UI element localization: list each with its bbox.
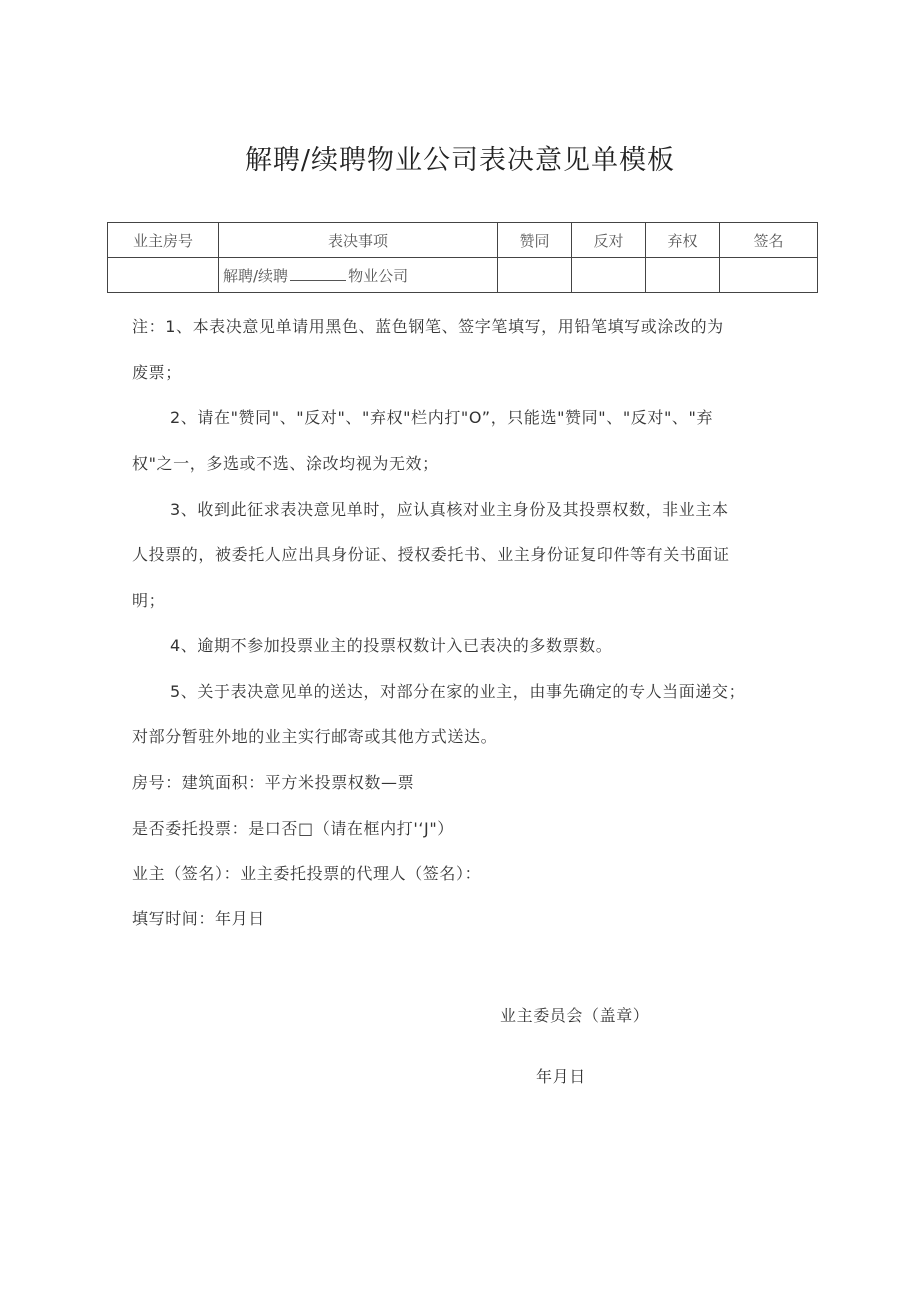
- room-area-field: 房号：建筑面积：平方米投票权数—票: [132, 773, 415, 792]
- vote-table: [107, 222, 818, 293]
- note-3-line-3: 明；: [132, 591, 166, 610]
- header-matter: 表决事项: [219, 223, 498, 258]
- footer-date: 年月日: [536, 1067, 586, 1086]
- company-name-blank[interactable]: [290, 266, 346, 281]
- note-2-line-2: 权"之一，多选或不选、涂改均视为无效；: [132, 454, 439, 473]
- fill-time-field: 填写时间：年月日: [132, 909, 265, 928]
- matter-cell: [219, 258, 498, 293]
- header-signature: 签名: [720, 223, 818, 258]
- oppose-cell[interactable]: [572, 258, 646, 293]
- note-5-line-1: 5、关于表决意见单的送达，对部分在家的业主，由事先确定的专人当面递交；: [170, 682, 746, 701]
- matter-suffix: 物业公司: [348, 266, 409, 285]
- agree-cell[interactable]: [498, 258, 572, 293]
- note-4: 4、逾期不参加投票业主的投票权数计入已表决的多数票数。: [170, 636, 613, 655]
- document-title: 解聘/续聘物业公司表决意见单模板: [244, 145, 676, 176]
- note-5-line-2: 对部分暂驻外地的业主实行邮寄或其他方式送达。: [132, 727, 498, 746]
- header-abstain: 弃权: [646, 223, 720, 258]
- header-agree: 赞同: [498, 223, 572, 258]
- note-1-line-1: 注：1、本表决意见单请用黑色、蓝色钢笔、签字笔填写，用铅笔填写或涂改的为: [132, 317, 724, 336]
- matter-prefix: 解聘/续聘: [223, 266, 289, 285]
- room-number-cell[interactable]: [108, 258, 219, 293]
- table-row: [108, 258, 818, 293]
- header-room-number: 业主房号: [108, 223, 219, 258]
- note-1-line-2: 废票；: [132, 363, 182, 382]
- note-2-line-1: 2、请在"赞同"、"反对"、"弃权"栏内打"O”，只能选"赞同"、"反对"、"弃: [170, 408, 714, 427]
- owner-signature-field: 业主（签名）：业主委托投票的代理人（签名）：: [132, 864, 482, 883]
- signature-cell[interactable]: [720, 258, 818, 293]
- proxy-vote-field: 是否委托投票：是口否□（请在框内打'‘J"）: [132, 819, 454, 838]
- committee-seal: 业主委员会（盖章）: [500, 1006, 650, 1025]
- header-oppose: 反对: [572, 223, 646, 258]
- abstain-cell[interactable]: [646, 258, 720, 293]
- table-header-row: [108, 223, 818, 258]
- note-3-line-1: 3、收到此征求表决意见单时，应认真核对业主身份及其投票权数，非业主本: [170, 500, 729, 519]
- note-3-line-2: 人投票的，被委托人应出具身份证、授权委托书、业主身份证复印件等有关书面证: [132, 545, 730, 564]
